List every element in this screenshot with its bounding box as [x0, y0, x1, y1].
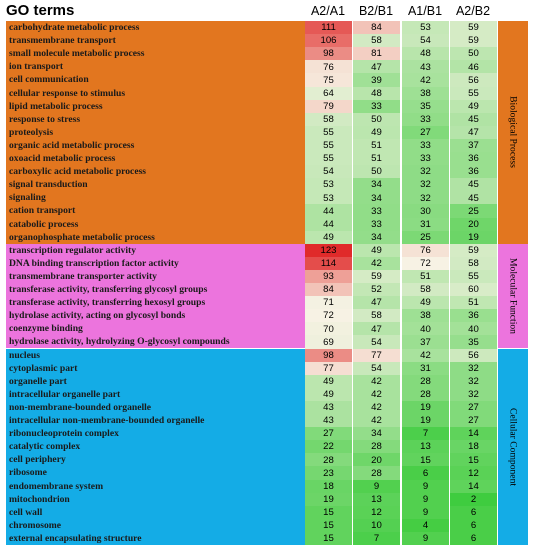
heatmap-cell: 6 [450, 519, 497, 533]
heatmap-cell: 51 [402, 270, 449, 284]
heatmap-cell: 33 [353, 204, 400, 218]
heatmap-cell: 28 [305, 453, 352, 467]
biological-process-category-label: Biological Process [507, 96, 519, 169]
go-term-label: DNA binding transcription factor activity [9, 257, 179, 269]
go-term-label: coenzyme binding [9, 323, 83, 335]
heatmap-cell: 98 [305, 349, 352, 363]
heatmap-cell: 35 [402, 100, 449, 114]
heatmap-cell: 70 [305, 322, 352, 336]
heatmap-cell: 55 [305, 126, 352, 140]
heatmap-cell: 42 [353, 401, 400, 415]
heatmap-cell: 19 [402, 401, 449, 415]
heatmap-cell: 76 [305, 60, 352, 74]
heatmap-cell: 9 [402, 506, 449, 520]
go-term-label: cell periphery [9, 454, 66, 466]
heatmap-cell: 32 [450, 362, 497, 376]
heatmap-cell: 38 [402, 309, 449, 323]
heatmap-cell: 28 [353, 466, 400, 480]
heatmap-cell: 71 [305, 296, 352, 310]
heatmap-cell: 30 [402, 204, 449, 218]
go-term-label: ribosome [9, 467, 47, 479]
go-term-label: nucleus [9, 349, 40, 361]
heatmap-cell: 60 [450, 283, 497, 297]
heatmap-cell: 18 [450, 440, 497, 454]
heatmap-cell: 75 [305, 73, 352, 87]
heatmap-cell: 55 [305, 139, 352, 153]
go-term-label: cell communication [9, 74, 89, 86]
heatmap-cell: 79 [305, 100, 352, 114]
go-term-label: transmembrane transport [9, 35, 116, 47]
go-term-label: organic acid metabolic process [9, 139, 135, 151]
go-term-label: transferase activity, transferring glycosyl groups [9, 284, 208, 295]
heatmap-cell: 28 [353, 440, 400, 454]
heatmap-cell: 58 [353, 309, 400, 323]
go-term-label: intracellular non-membrane-bounded organelle [9, 415, 205, 426]
heatmap-cell: 32 [450, 375, 497, 389]
go-term-label: oxoacid metabolic process [9, 153, 116, 164]
heatmap-cell: 47 [353, 296, 400, 310]
heatmap-cell: 43 [402, 60, 449, 74]
heatmap-cell: 2 [450, 493, 497, 507]
heatmap-cell: 51 [353, 152, 400, 166]
heatmap-cell: 81 [353, 47, 400, 61]
heatmap-cell: 47 [353, 322, 400, 336]
heatmap-cell: 19 [450, 231, 497, 245]
go-term-label: cytoplasmic part [9, 362, 78, 374]
heatmap-cell: 15 [450, 453, 497, 467]
heatmap-cell: 36 [450, 309, 497, 323]
heatmap-cell: 7 [353, 532, 400, 546]
heatmap-cell: 59 [353, 270, 400, 284]
heatmap-cell: 45 [450, 113, 497, 127]
heatmap-cell: 54 [402, 34, 449, 48]
heatmap-cell: 39 [353, 73, 400, 87]
heatmap-cell: 53 [402, 21, 449, 35]
heatmap-cell: 37 [450, 139, 497, 153]
heatmap-cell: 28 [402, 375, 449, 389]
heatmap-cell: 43 [305, 401, 352, 415]
heatmap-cell: 33 [402, 139, 449, 153]
heatmap-cell: 38 [402, 87, 449, 101]
heatmap-cell: 56 [450, 73, 497, 87]
heatmap-cell: 46 [450, 60, 497, 74]
heatmap-cell: 69 [305, 335, 352, 349]
heatmap-cell: 58 [450, 257, 497, 271]
heatmap-cell: 15 [402, 453, 449, 467]
heatmap-cell: 53 [305, 178, 352, 192]
heatmap-cell: 42 [353, 375, 400, 389]
heatmap-cell: 19 [402, 414, 449, 428]
page-title: GO terms [6, 2, 75, 19]
heatmap-cell: 56 [450, 349, 497, 363]
heatmap-cell: 123 [305, 244, 352, 258]
go-term-label: intracellular organelle part [9, 388, 121, 400]
go-term-label: transferase activity, transferring hexosyl groups [9, 297, 206, 309]
heatmap-cell: 45 [450, 178, 497, 192]
heatmap-cell: 64 [305, 87, 352, 101]
heatmap-cell: 33 [402, 152, 449, 166]
heatmap-cell: 106 [305, 34, 352, 48]
heatmap-cell: 31 [402, 362, 449, 376]
heatmap-cell: 58 [305, 113, 352, 127]
heatmap-cell: 32 [402, 178, 449, 192]
heatmap-cell: 7 [402, 427, 449, 441]
go-term-label: external encapsulating structure [9, 532, 142, 544]
heatmap-cell: 84 [353, 21, 400, 35]
molecular-function-category-label: Molecular Function [507, 258, 519, 335]
go-term-label: transcription regulator activity [9, 244, 137, 256]
heatmap-cell: 42 [353, 414, 400, 428]
heatmap-cell: 37 [402, 335, 449, 349]
go-term-label: cell wall [9, 506, 43, 518]
heatmap-cell: 19 [305, 493, 352, 507]
heatmap-cell: 55 [305, 152, 352, 166]
heatmap-cell: 20 [353, 453, 400, 467]
go-term-label: carbohydrate metabolic process [9, 22, 140, 33]
heatmap-cell: 25 [402, 231, 449, 245]
heatmap-cell: 6 [450, 506, 497, 520]
heatmap-cell: 77 [353, 349, 400, 363]
heatmap-cell: 98 [305, 47, 352, 61]
heatmap-cell: 59 [450, 34, 497, 48]
heatmap-cell: 111 [305, 21, 352, 35]
column-header-a1-b1: A1/B1 [407, 4, 443, 18]
heatmap-cell: 40 [450, 322, 497, 336]
column-header-a2-b2: A2/B2 [455, 4, 491, 18]
heatmap-cell: 12 [353, 506, 400, 520]
heatmap-cell: 49 [305, 388, 352, 402]
heatmap-cell: 55 [450, 87, 497, 101]
go-term-label: non-membrane-bounded organelle [9, 401, 152, 413]
heatmap-cell: 45 [450, 191, 497, 205]
heatmap-cell: 50 [353, 165, 400, 179]
heatmap-cell: 32 [402, 191, 449, 205]
heatmap-cell: 50 [450, 47, 497, 61]
heatmap-cell: 54 [353, 362, 400, 376]
heatmap-cell: 114 [305, 257, 352, 271]
heatmap-cell: 34 [353, 178, 400, 192]
heatmap-cell: 9 [402, 493, 449, 507]
go-term-label: signaling [9, 192, 46, 204]
heatmap-cell: 23 [305, 466, 352, 480]
heatmap-cell: 49 [450, 100, 497, 114]
heatmap-cell: 49 [305, 375, 352, 389]
go-term-label: signal transduction [9, 179, 88, 191]
cellular-component-category-label: Cellular Component [507, 407, 519, 486]
heatmap-cell: 47 [353, 60, 400, 74]
heatmap-cell: 49 [353, 126, 400, 140]
heatmap-cell: 15 [305, 506, 352, 520]
heatmap-cell: 4 [402, 519, 449, 533]
biological-process-category-box [498, 21, 528, 244]
heatmap-cell: 49 [353, 244, 400, 258]
heatmap-cell: 10 [353, 519, 400, 533]
heatmap-cell: 52 [353, 283, 400, 297]
heatmap-cell: 9 [402, 480, 449, 494]
heatmap-cell: 14 [450, 427, 497, 441]
heatmap-cell: 27 [402, 126, 449, 140]
heatmap-cell: 27 [450, 401, 497, 415]
go-term-label: catalytic complex [9, 441, 81, 453]
heatmap-cell: 27 [305, 427, 352, 441]
go-term-label: cation transport [9, 205, 76, 217]
heatmap-cell: 84 [305, 283, 352, 297]
heatmap-cell: 44 [305, 204, 352, 218]
heatmap-cell: 14 [450, 480, 497, 494]
heatmap-cell: 47 [450, 126, 497, 140]
heatmap-cell: 55 [450, 270, 497, 284]
heatmap-cell: 50 [353, 113, 400, 127]
column-header-a2-a1: A2/A1 [310, 4, 346, 18]
go-term-label: proteolysis [9, 126, 54, 138]
heatmap-cell: 6 [450, 532, 497, 546]
heatmap-cell: 35 [450, 335, 497, 349]
go-term-label: organophosphate metabolic process [9, 231, 155, 243]
heatmap-cell: 59 [450, 244, 497, 258]
heatmap-cell: 32 [402, 165, 449, 179]
heatmap-cell: 51 [450, 296, 497, 310]
heatmap-cell: 15 [305, 532, 352, 546]
heatmap-cell: 13 [402, 440, 449, 454]
heatmap-cell: 31 [402, 218, 449, 232]
heatmap-cell: 72 [305, 309, 352, 323]
heatmap-cell: 72 [402, 257, 449, 271]
go-term-label: cellular response to stimulus [9, 87, 126, 99]
go-term-label: transmembrane transporter activity [9, 270, 157, 282]
heatmap-cell: 27 [450, 414, 497, 428]
heatmap-cell: 18 [305, 480, 352, 494]
heatmap-cell: 59 [450, 21, 497, 35]
go-term-label: organelle part [9, 375, 67, 387]
heatmap-cell: 34 [353, 231, 400, 245]
go-term-label: catabolic process [9, 218, 79, 230]
heatmap-cell: 12 [450, 466, 497, 480]
heatmap-cell: 43 [305, 414, 352, 428]
go-term-label: ribonucleoprotein complex [9, 428, 119, 440]
heatmap-cell: 44 [305, 218, 352, 232]
molecular-function-category-box [498, 244, 528, 349]
go-term-label: mitochondrion [9, 493, 70, 505]
heatmap-cell: 9 [353, 480, 400, 494]
heatmap-cell: 28 [402, 388, 449, 402]
heatmap-cell: 36 [450, 152, 497, 166]
heatmap-cell: 34 [353, 191, 400, 205]
heatmap-cell: 42 [402, 349, 449, 363]
cellular-component-category-box [498, 349, 528, 546]
heatmap-cell: 34 [353, 427, 400, 441]
heatmap-cell: 53 [305, 191, 352, 205]
heatmap-cell: 33 [402, 113, 449, 127]
heatmap-cell: 77 [305, 362, 352, 376]
heatmap-cell: 25 [450, 204, 497, 218]
heatmap-cell: 9 [402, 532, 449, 546]
heatmap-cell: 54 [305, 165, 352, 179]
heatmap-cell: 15 [305, 519, 352, 533]
go-term-label: endomembrane system [9, 480, 104, 492]
heatmap-cell: 6 [402, 466, 449, 480]
heatmap-cell: 36 [450, 165, 497, 179]
go-term-label: carboxylic acid metabolic process [9, 166, 147, 178]
heatmap-cell: 48 [402, 47, 449, 61]
heatmap-cell: 76 [402, 244, 449, 258]
heatmap-cell: 40 [402, 322, 449, 336]
go-term-label: hydrolase activity, acting on glycosyl bonds [9, 310, 186, 322]
heatmap-cell: 42 [353, 388, 400, 402]
heatmap-cell: 49 [402, 296, 449, 310]
heatmap-cell: 54 [353, 335, 400, 349]
go-term-label: small molecule metabolic process [9, 48, 145, 60]
heatmap-cell: 22 [305, 440, 352, 454]
heatmap-cell: 58 [402, 283, 449, 297]
heatmap-cell: 42 [402, 73, 449, 87]
heatmap-cell: 42 [353, 257, 400, 271]
heatmap-cell: 48 [353, 87, 400, 101]
heatmap-cell: 13 [353, 493, 400, 507]
go-term-label: ion transport [9, 61, 64, 73]
heatmap-cell: 20 [450, 218, 497, 232]
heatmap-cell: 58 [353, 34, 400, 48]
heatmap-cell: 49 [305, 231, 352, 245]
go-term-label: hydrolase activity, hydrolyzing O-glycosyl compounds [9, 336, 230, 348]
column-header-b2-b1: B2/B1 [358, 4, 394, 18]
go-term-label: chromosome [9, 519, 62, 531]
go-term-label: lipid metabolic process [9, 100, 103, 112]
heatmap-cell: 93 [305, 270, 352, 284]
heatmap-cell: 33 [353, 100, 400, 114]
go-term-label: response to stress [9, 113, 81, 125]
heatmap-cell: 33 [353, 218, 400, 232]
heatmap-cell: 51 [353, 139, 400, 153]
heatmap-cell: 32 [450, 388, 497, 402]
